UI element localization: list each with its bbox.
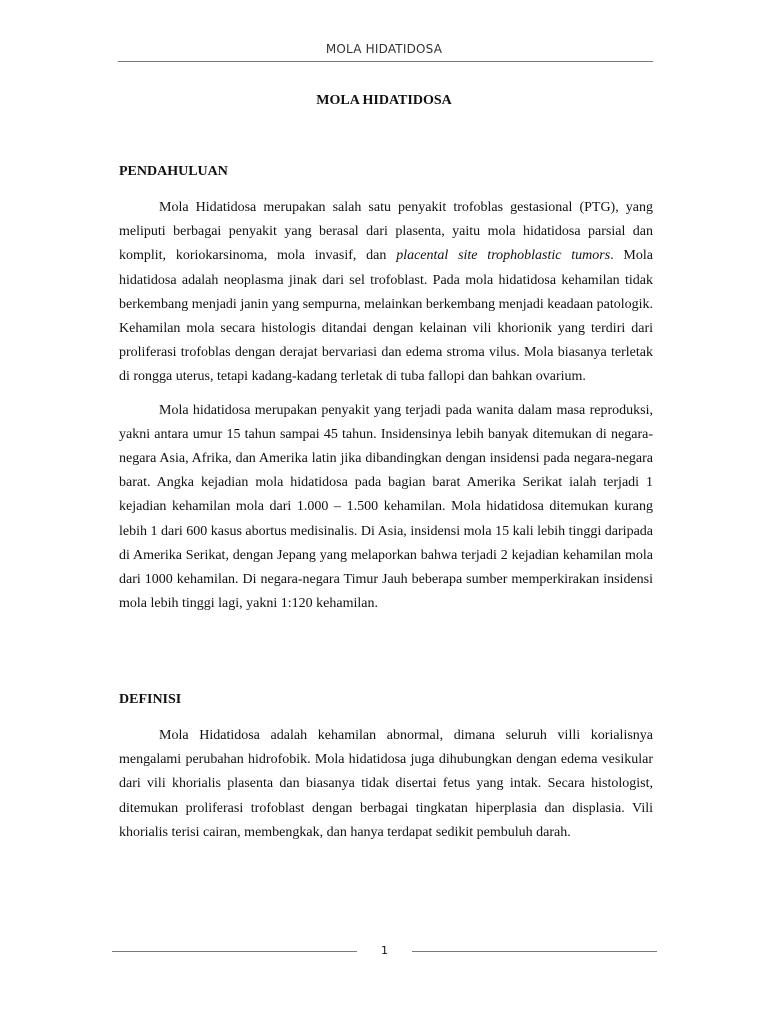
- paragraph: Mola Hidatidosa adalah kehamilan abnormal, dimana seluruh villi korialisnya mengalami perubahan hidrofobik. Mola hidatidosa juga dihubungkan dengan edema vesikular dari vili khorialis plasenta dan biasanya tidak disertai fetus yang intak. Secara histologist, ditemukan proliferasi trofoblast dengan berbagai tingkatan hiperplasia dan displasia. Vili khorialis terisi cairan, membengkak, dan hanya terdapat sedikit pembuluh darah.: [119, 728, 653, 840]
- section-heading-pendahuluan: PENDAHULUAN: [119, 164, 228, 179]
- section-heading-definisi: DEFINISI: [119, 692, 182, 707]
- page-number: 1: [381, 944, 388, 957]
- section-body-pendahuluan: [119, 196, 653, 616]
- paragraph: Mola hidatidosa merupakan penyakit yang terjadi pada wanita dalam masa reproduksi, yakni antara umur 15 tahun sampai 45 tahun. Insidensinya lebih banyak ditemukan di negara-negara Asia, Afrika, dan Amerika latin jika dibandingkan dengan insidensi pada negara-negara barat. Angka kejadian mola hidatidosa pada bagian barat Amerika Serikat ialah terjadi 1 kejadian kehamilan mola dari 1.000 – 1.500 kehamilan. Mola hidatidosa ditemukan kurang lebih 1 dari 600 kasus abortus medisinalis. Di Asia, insidensi mola 15 kali lebih tinggi daripada di Amerika Serikat, dengan Jepang yang melaporkan bahwa terjadi 2 kejadian kehamilan mola dari 1000 kehamilan. Di negara-negara Timur Jauh beberapa sumber memperkirakan insidensi mola lebih tinggi lagi, yakni 1:120 kehamilan.: [119, 402, 653, 612]
- paragraph-text: . Mola hidatidosa adalah neoplasma jinak dari sel trofoblast. Pada mola hidatidosa kehamilan tidak berkembang menjadi janin yang sempurna, melainkan berkembang menjadi keadaan patologik. Kehamilan mola secara histologis ditandai dengan kelainan vili khorionik yang terdiri dari proliferasi trofoblas dengan derajat bervariasi dan edema stroma vilus. Mola biasanya terletak di rongga uterus, tetapi kadang-kadang terletak di tuba fallopi dan bahkan ovarium.: [119, 248, 653, 385]
- paragraph-italic-term: placental site trophoblastic tumors: [396, 248, 611, 264]
- document-title: MOLA HIDATIDOSA: [316, 93, 452, 108]
- running-header: MOLA HIDATIDOSA: [325, 42, 443, 56]
- footer-rule-right: [412, 951, 657, 952]
- header-rule: [118, 61, 653, 62]
- section-body-definisi: [119, 724, 653, 845]
- paragraph: [119, 196, 653, 390]
- paragraph-text: Mola Hidatidosa merupakan salah satu penyakit trofoblas gestasional (PTG), yang meliputi berbagai penyakit yang berasal dari plasenta, yaitu mola hidatidosa parsial dan komplit, koriokarsinoma, mola invasif, dan: [119, 200, 653, 264]
- footer-rule-left: [112, 951, 357, 952]
